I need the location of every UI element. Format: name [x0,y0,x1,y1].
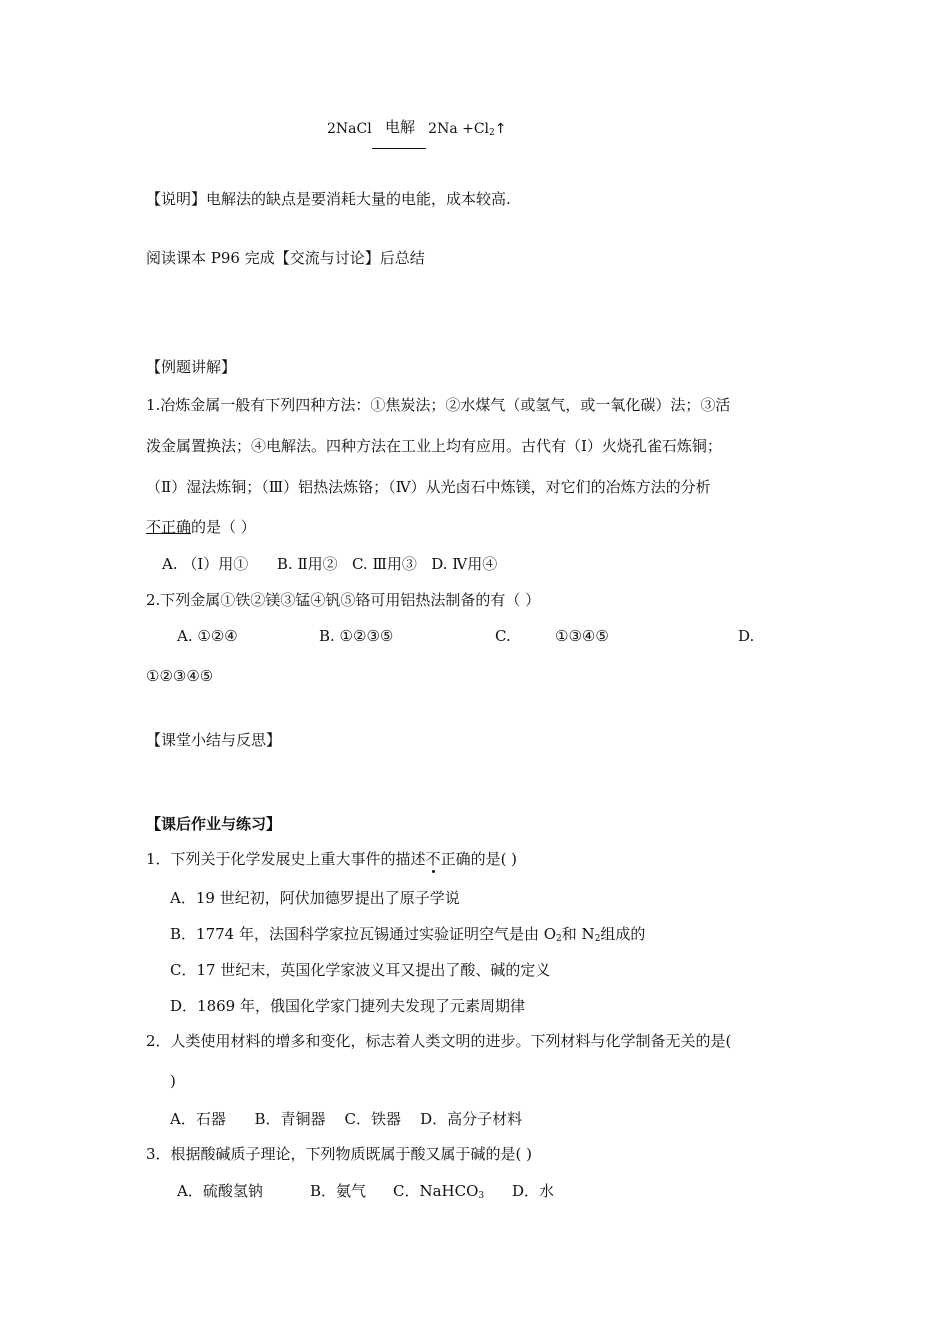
electrolysis-equation [327,118,507,138]
hw3-option-a: A．硫酸氢钠 [177,1182,263,1200]
q2-option-d-label: D. [738,627,755,645]
hw1-option-b [170,927,645,944]
hw2-options: A．石器 B．青铜器 C．铁器 D．高分子材料 [170,1110,523,1128]
hw1-stem-part-2: 正确的是( ) [440,850,518,868]
hw3-stem: 3．根据酸碱质子理论，下列物质既属于酸又属于碱的是( ) [146,1145,533,1163]
hw1-stem-part-1: 1．下列关于化学发展史上重大事件的描述 [146,850,426,868]
hw1-option-d: D．1869 年，俄国化学家门捷列夫发现了元素周期律 [170,997,525,1015]
q2-option-b: B. ①②③⑤ [319,627,394,645]
equation-condition: 电解 [384,118,415,136]
equation-reaction-line [372,148,426,149]
q1-line-1: 1.冶炼金属一般有下列四种方法：①焦炭法；②水煤气（或氢气，或一氧化碳）法；③活 [146,396,731,414]
hw3-option-d: D．水 [512,1182,555,1200]
q1-line-4 [146,520,256,535]
q1-line-3: （Ⅱ）湿法炼铜；（Ⅲ）铝热法炼铬；（Ⅳ）从光卤石中炼镁，对它们的冶炼方法的分析 [146,478,711,496]
example-heading: 【例题讲解】 [146,358,237,376]
hw1-option-b-part-1: B．1774 年，法国科学家拉瓦锡通过实验证明空气是由 O [170,925,557,943]
equation-products: 2Na +Cl [428,121,490,137]
hw2-stem-line-2: ) [170,1072,176,1090]
hw1-emphasis-char: 不 [425,850,441,868]
hw3-option-c-sub: 3 [478,1191,485,1201]
hw1-stem [146,852,517,867]
summary-heading: 【课堂小结与反思】 [146,731,282,749]
homework-heading: 【课后作业与练习】 [146,815,282,833]
q2-stem: 2.下列金属①铁②镁③锰④钒⑤铬可用铝热法制备的有（ ） [146,591,541,609]
reading-instruction: 阅读课本 P96 完成【交流与讨论】后总结 [146,249,425,267]
q1-line-4-rest: 的是（ ） [191,518,256,536]
gas-arrow-icon: ↑ [494,121,507,137]
q2-option-c-label: C. [495,627,511,645]
hw1-option-b-part-3: 组成的 [600,925,646,943]
hw2-stem-line-1: 2．人类使用材料的增多和变化，标志着人类文明的进步。下列材料与化学制备无关的是( [146,1032,732,1050]
q1-options: A. （Ⅰ）用① B. Ⅱ用② C. Ⅲ用③ D. Ⅳ用④ [162,555,498,573]
hw1-option-b-sub-2: 2 [594,934,601,944]
equation-reactant: 2NaCl [327,121,372,137]
hw3-option-c-text: C．NaHCO [393,1182,479,1200]
q2-option-d-value: ①②③④⑤ [146,667,214,685]
hw3-option-c [393,1184,484,1201]
hw1-option-a: A．19 世纪初，阿伏加德罗提出了原子学说 [170,889,460,907]
q1-underlined-text: 不正确 [146,518,192,536]
hw3-option-b: B．氨气 [310,1182,367,1200]
note-paragraph: 【说明】电解法的缺点是要消耗大量的电能，成本较高. [146,190,511,208]
equation-subscript: 2 [489,128,495,138]
q2-option-c-value: ①③④⑤ [555,627,609,645]
q2-option-a: A. ①②④ [177,627,238,645]
hw1-option-b-part-2: 和 N [561,925,595,943]
hw1-option-c: C．17 世纪末，英国化学家波义耳又提出了酸、碱的定义 [170,961,551,979]
hw1-option-b-sub-1: 2 [556,934,562,944]
q1-line-2: 泼金属置换法；④电解法。四种方法在工业上均有应用。古代有（Ⅰ）火烧孔雀石炼铜； [146,437,722,455]
